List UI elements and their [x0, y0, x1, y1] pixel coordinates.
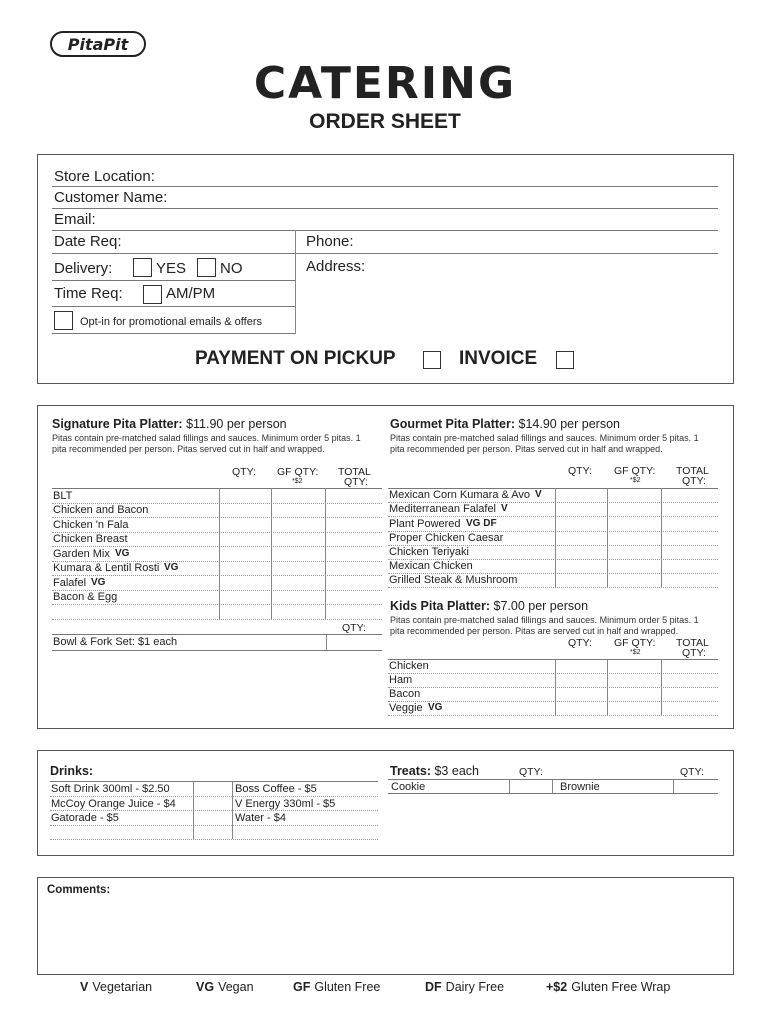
gourmet-qty-cell-0[interactable]: [555, 559, 556, 573]
kids-qty-cell-0[interactable]: [555, 659, 556, 673]
date-req-label: Date Req:: [54, 233, 122, 250]
kids-qty-cell-1[interactable]: [607, 701, 608, 715]
signature-qty-cell-2[interactable]: [325, 590, 326, 605]
gourmet-row: [388, 488, 718, 502]
invoice-label: INVOICE: [459, 348, 538, 369]
signature-title: Signature Pita Platter:: [52, 417, 183, 431]
treats-header: [390, 764, 479, 778]
signature-row: [52, 488, 382, 503]
signature-qty-cell-1[interactable]: [271, 546, 272, 561]
delivery-line: [52, 280, 295, 281]
gourmet-qty-cell-1[interactable]: [607, 545, 608, 559]
signature-qty-header: QTY:: [232, 466, 256, 478]
signature-qty-cell-0[interactable]: [219, 561, 220, 576]
delivery-no-checkbox[interactable]: [197, 258, 216, 277]
gourmet-qty-cell-1[interactable]: [607, 531, 608, 545]
treats-qty-field[interactable]: [388, 793, 718, 794]
signature-qty-cell-2[interactable]: [325, 503, 326, 518]
signature-qty-cell-0[interactable]: [219, 604, 220, 619]
gourmet-total-header: TOTAL: [676, 465, 709, 477]
legend-dairy-free: DF Dairy Free: [425, 980, 505, 994]
drinks-row-line: [50, 810, 378, 811]
kids-qty-cell-2[interactable]: [661, 687, 662, 701]
treats-qty2-header: QTY:: [680, 766, 704, 778]
form-divider: [295, 230, 296, 334]
signature-qty-cell-0[interactable]: [219, 532, 220, 547]
gourmet-row: [388, 573, 718, 587]
store-location-label: Store Location:: [54, 168, 155, 185]
drinks-qty-cell-0[interactable]: [193, 810, 194, 825]
kids-qty-cell-2[interactable]: [661, 701, 662, 715]
signature-qty-cell-0[interactable]: [219, 590, 220, 605]
kids-row: [388, 687, 718, 701]
kids-gf-note: *$2: [630, 649, 641, 656]
kids-total-qty-header: QTY:: [682, 647, 706, 659]
signature-qty-cell-1[interactable]: [271, 488, 272, 503]
gourmet-qty-cell-1[interactable]: [607, 573, 608, 587]
gourmet-qty-cell-2[interactable]: [661, 559, 662, 573]
store-location-field[interactable]: [52, 186, 718, 187]
gourmet-item-name: Mexican Chicken: [389, 560, 473, 573]
kids-row: [388, 701, 718, 715]
legend-vegan: VG Vegan: [196, 980, 254, 994]
signature-qty-cell-1[interactable]: [271, 590, 272, 605]
kids-qty-cell-0[interactable]: [555, 673, 556, 687]
signature-item-name: Kumara & Lentil Rosti: [53, 562, 160, 574]
treats-item-brownie: Brownie: [560, 781, 600, 793]
phone-label: Phone:: [306, 233, 354, 250]
gourmet-total-qty-header: QTY:: [682, 475, 706, 487]
gourmet-item-name: Mexican Corn Kumara & Avo: [389, 489, 531, 502]
drinks-table: [50, 781, 380, 839]
signature-item-name: Chicken 'n Fala: [53, 518, 129, 531]
signature-qty-cell-1[interactable]: [271, 561, 272, 576]
customer-name-field[interactable]: [52, 208, 718, 209]
signature-qty-cell-0[interactable]: [219, 546, 220, 561]
signature-qty-cell-0[interactable]: [219, 488, 220, 503]
signature-qty-cell-0[interactable]: [219, 517, 220, 532]
gourmet-item-diet-tag: V: [535, 489, 542, 501]
signature-qty-cell-2[interactable]: [325, 604, 326, 619]
kids-platter-header: [390, 599, 588, 613]
gourmet-qty-cell-1[interactable]: [607, 559, 608, 573]
signature-item-diet-tag: VG: [115, 547, 130, 559]
drinks-table-top-line: [50, 781, 378, 782]
treats-qty1-header: QTY:: [519, 766, 543, 778]
bowl-qty-field[interactable]: [52, 650, 382, 651]
gourmet-description: Pitas contain pre-matched salad fillings and sauces. Minimum order 5 pitas. 1 pita recommended per person. Pitas served cut in half and wrapped.: [390, 433, 699, 454]
kids-row-line: [388, 715, 718, 716]
time-line: [52, 306, 295, 307]
delivery-yes-checkbox[interactable]: [133, 258, 152, 277]
gourmet-qty-cell-2[interactable]: [661, 573, 662, 587]
gourmet-gf-note: *$2: [630, 477, 641, 484]
kids-title: Kids Pita Platter:: [390, 599, 491, 613]
drinks-row-line: [50, 796, 378, 797]
drinks-qty-cell-0[interactable]: [193, 825, 194, 840]
signature-item-name: BLT: [53, 489, 73, 502]
gourmet-row: [388, 531, 718, 545]
customer-name-label: Customer Name:: [54, 189, 168, 206]
signature-row: [52, 517, 382, 532]
gourmet-qty-cell-2[interactable]: [661, 531, 662, 545]
signature-qty-cell-2[interactable]: [325, 488, 326, 503]
gourmet-qty-cell-0[interactable]: [555, 531, 556, 545]
signature-qty-cell-0[interactable]: [219, 503, 220, 518]
signature-row: [52, 575, 382, 590]
opt-in-line: [52, 333, 295, 334]
email-label: Email:: [54, 211, 96, 228]
gourmet-qty-header: QTY:: [568, 465, 592, 477]
bowl-qty-header: QTY:: [342, 622, 366, 634]
treats-divider-1: [509, 779, 510, 793]
drink-item: V Energy 330ml - $5: [235, 797, 336, 810]
date-phone-field-line[interactable]: [52, 253, 718, 254]
drinks-row-line: [50, 839, 378, 840]
gourmet-qty-cell-2[interactable]: [661, 545, 662, 559]
comments-box[interactable]: [37, 877, 734, 975]
delivery-label: Delivery:: [54, 260, 113, 277]
kids-row: [388, 659, 718, 673]
bowl-line-top: [52, 634, 382, 635]
signature-qty-cell-2[interactable]: [325, 532, 326, 547]
drink-item: Soft Drink 300ml - $2.50: [51, 783, 170, 795]
kids-row: [388, 673, 718, 687]
signature-item-name: Chicken Breast: [53, 533, 128, 545]
gourmet-row: [388, 516, 718, 530]
treats-divider-3: [673, 779, 674, 793]
signature-row: [52, 590, 382, 605]
gourmet-qty-cell-0[interactable]: [555, 516, 556, 530]
gourmet-item-name: Grilled Steak & Mushroom: [389, 574, 518, 587]
kids-description: Pitas contain pre-matched salad fillings and sauces. Minimum order 5 pitas. 1 pita recommended per person. Pitas are served cut in half and wrapped.: [390, 615, 699, 636]
logo-text: PitaPit: [67, 35, 129, 54]
signature-item-name: Chicken and Bacon: [53, 504, 149, 516]
payment-on-pickup-checkbox[interactable]: [423, 351, 441, 369]
kids-qty-cell-2[interactable]: [661, 673, 662, 687]
signature-qty-cell-2[interactable]: [325, 517, 326, 532]
gourmet-qty-cell-2[interactable]: [661, 516, 662, 530]
kids-qty-header: QTY:: [568, 637, 592, 649]
treats-price: $3 each: [434, 764, 479, 778]
kids-gf-qty-header: GF QTY:: [614, 637, 656, 649]
kids-qty-cell-1[interactable]: [607, 673, 608, 687]
drinks-qty-cell-1[interactable]: [232, 825, 233, 840]
treats-line-top: [388, 779, 718, 780]
signature-row-line: [52, 619, 382, 620]
gourmet-title: Gourmet Pita Platter:: [390, 417, 516, 431]
signature-row: [52, 546, 382, 561]
signature-item-name: Garden Mix: [53, 547, 110, 560]
page-title: CATERING: [253, 58, 517, 109]
signature-qty-cell-2[interactable]: [325, 546, 326, 561]
drink-item: Boss Coffee - $5: [235, 783, 317, 795]
gourmet-qty-cell-0[interactable]: [555, 488, 556, 502]
drinks-qty-cell-1[interactable]: [232, 781, 233, 796]
kids-table: [388, 659, 718, 715]
gourmet-qty-cell-1[interactable]: [607, 488, 608, 502]
gourmet-item-name: Chicken Teriyaki: [389, 545, 469, 558]
pitapit-logo: [50, 30, 146, 58]
gourmet-gf-qty-header: GF QTY:: [614, 465, 656, 477]
bowl-fork-label: Bowl & Fork Set: $1 each: [53, 636, 178, 648]
signature-item-name: Bacon & Egg: [53, 591, 118, 603]
kids-qty-cell-1[interactable]: [607, 659, 608, 673]
gourmet-item-diet-tag: V: [501, 503, 508, 515]
signature-row: [52, 561, 382, 576]
signature-total-header: TOTAL: [338, 466, 371, 478]
signature-row: [52, 503, 382, 518]
gourmet-qty-cell-2[interactable]: [661, 488, 662, 502]
signature-item-diet-tag: VG: [91, 576, 106, 588]
address-label: Address:: [306, 258, 366, 275]
drink-item: McCoy Orange Juice - $4: [51, 797, 176, 810]
gourmet-row-line: [388, 587, 718, 588]
page-subtitle: ORDER SHEET: [309, 110, 461, 133]
legend-vegetarian: V Vegetarian: [80, 980, 153, 994]
signature-qty-cell-2[interactable]: [325, 561, 326, 576]
gourmet-table: [388, 488, 718, 587]
kids-qty-cell-1[interactable]: [607, 687, 608, 701]
kids-total-header: TOTAL: [676, 637, 709, 649]
gourmet-platter-header: [390, 417, 620, 431]
signature-item-name: Falafel: [53, 576, 87, 589]
signature-description: Pitas contain pre-matched salad fillings and sauces. Minimum order 5 pitas. 1 pita recommended per person. Pitas served cut in half and wrapped.: [52, 433, 361, 454]
drink-item: Gatorade - $5: [51, 812, 119, 824]
drink-item: Water - $4: [235, 812, 286, 824]
gourmet-row: [388, 502, 718, 516]
legend-gluten-free: GF Gluten Free: [293, 980, 381, 994]
opt-in-label: Opt-in for promotional emails & offers: [80, 316, 262, 328]
opt-in-checkbox[interactable]: [54, 311, 73, 330]
treats-title: Treats:: [390, 764, 431, 778]
gourmet-qty-cell-1[interactable]: [607, 516, 608, 530]
drinks-qty-cell-0[interactable]: [193, 796, 194, 811]
signature-table: [52, 488, 382, 619]
signature-qty-cell-2[interactable]: [325, 575, 326, 590]
kids-qty-cell-0[interactable]: [555, 687, 556, 701]
drinks-qty-cell-0[interactable]: [193, 781, 194, 796]
signature-platter-header: [52, 417, 287, 431]
delivery-no-label: NO: [220, 260, 243, 277]
signature-gf-qty-header: GF QTY:: [277, 466, 319, 478]
drinks-row-line: [50, 825, 378, 826]
invoice-checkbox[interactable]: [556, 351, 574, 369]
gourmet-item-diet-tag: VG DF: [466, 517, 497, 529]
signature-item-diet-tag: VG: [164, 562, 179, 573]
signature-qty-cell-1[interactable]: [271, 575, 272, 590]
gourmet-qty-cell-0[interactable]: [555, 573, 556, 587]
comments-title: Comments:: [47, 884, 111, 896]
gourmet-item-name: Proper Chicken Caesar: [389, 531, 504, 544]
bowl-qty-divider: [326, 634, 327, 650]
signature-gf-note: *$2: [292, 478, 303, 485]
kids-item-name: Chicken: [389, 660, 429, 672]
legend-gf-wrap: +$2 Gluten Free Wrap: [546, 980, 671, 994]
signature-qty-cell-1[interactable]: [271, 532, 272, 547]
treats-divider-2: [552, 779, 553, 793]
drinks-title: Drinks:: [50, 764, 94, 778]
gourmet-qty-cell-0[interactable]: [555, 545, 556, 559]
signature-qty-cell-1[interactable]: [271, 604, 272, 619]
kids-item-name: Bacon: [389, 688, 421, 700]
time-req-label: Time Req:: [54, 285, 123, 302]
signature-qty-cell-1[interactable]: [271, 503, 272, 518]
gourmet-qty-cell-1[interactable]: [607, 502, 608, 516]
delivery-yes-label: YES: [156, 260, 187, 277]
signature-qty-cell-1[interactable]: [271, 517, 272, 532]
treats-item-cookie: Cookie: [391, 781, 426, 793]
gourmet-item-name: Plant Powered: [389, 517, 461, 530]
kids-item-diet-tag: VG: [428, 702, 443, 713]
kids-item-name: Ham: [389, 674, 413, 686]
signature-row: [52, 604, 382, 619]
signature-price: $11.90 per person: [186, 417, 287, 431]
signature-row: [52, 532, 382, 547]
gourmet-qty-cell-0[interactable]: [555, 502, 556, 516]
am-pm-label: AM/PM: [166, 285, 216, 302]
payment-on-pickup-label: PAYMENT ON PICKUP: [195, 348, 396, 369]
signature-total-qty-header: QTY:: [344, 476, 368, 488]
email-field[interactable]: [52, 230, 718, 231]
gourmet-row: [388, 559, 718, 573]
gourmet-row: [388, 545, 718, 559]
kids-price: $7.00 per person: [493, 599, 589, 613]
kids-qty-cell-0[interactable]: [555, 701, 556, 715]
gourmet-item-name: Mediterranean Falafel: [389, 503, 497, 516]
kids-qty-cell-2[interactable]: [661, 659, 662, 673]
drinks-qty-cell-1[interactable]: [232, 810, 233, 825]
signature-qty-cell-0[interactable]: [219, 575, 220, 590]
gourmet-price: $14.90 per person: [518, 417, 620, 431]
gourmet-qty-cell-2[interactable]: [661, 502, 662, 516]
drinks-qty-cell-1[interactable]: [232, 796, 233, 811]
kids-item-name: Veggie: [389, 702, 423, 714]
time-req-field[interactable]: [143, 285, 162, 304]
